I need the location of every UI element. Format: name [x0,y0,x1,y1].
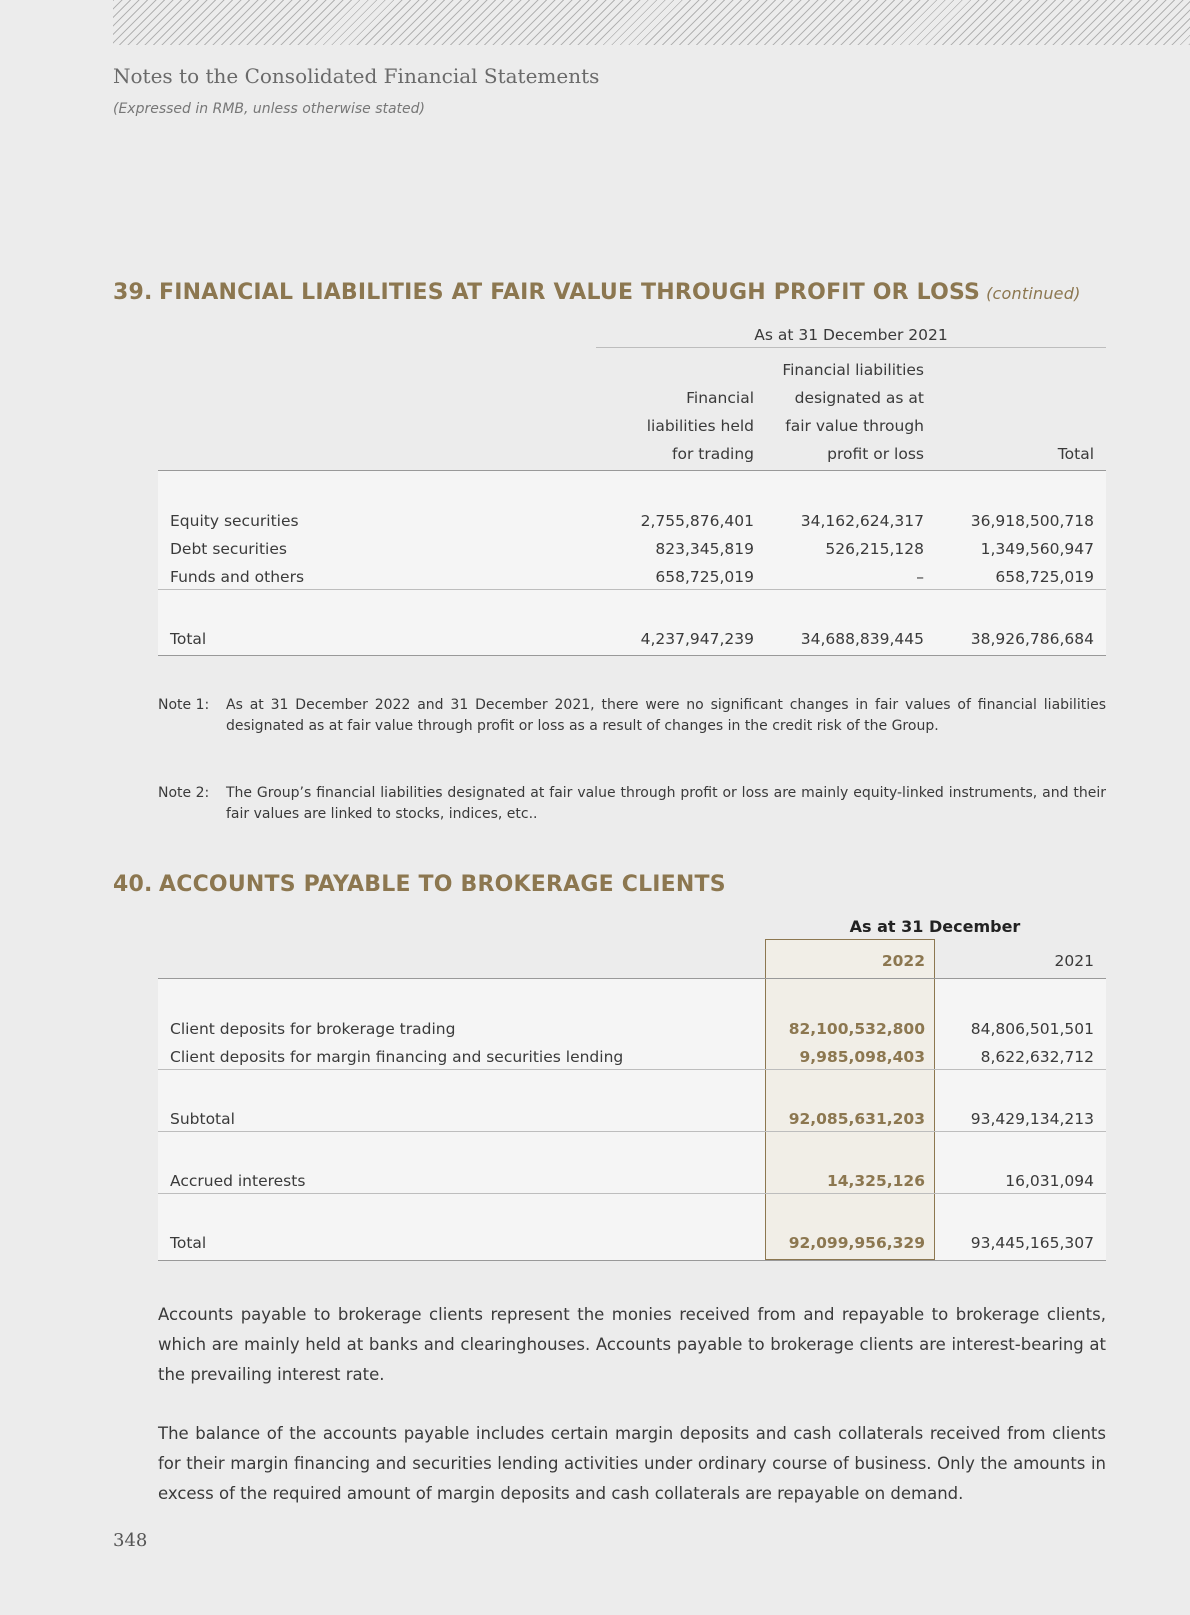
s40-paragraph-1: Accounts payable to brokerage clients represent the monies received from and repayable to brokerage clients, which are mainly held at banks and clearinghouses. Accounts payable to brokerage clients are interest-bearing at the prevailing interest rate. [158,1305,1106,1384]
highlighted-2022-column [765,939,935,1260]
s39-period-header: As at 31 December 2021 [754,326,948,344]
note-2-label: Note 2: [158,785,210,801]
s39-row-value: 658,725,019 [655,568,754,586]
s40-rule [158,1193,1106,1194]
s40-subtotal-2022: 92,085,631,203 [788,1110,925,1128]
section-40-number: 40. [113,872,153,897]
s40-rule [158,1131,1106,1132]
section-39-title: FINANCIAL LIABILITIES AT FAIR VALUE THROUGH PROFIT OR LOSS [159,280,981,305]
s40-row-value-2021: 8,622,632,712 [980,1048,1094,1066]
s40-period-header: As at 31 December [849,917,1021,936]
s40-total-2022: 92,099,956,329 [788,1234,925,1252]
s40-accrued-label: Accrued interests [170,1172,306,1190]
s40-rule [158,1069,1106,1070]
s39-col1-header: Financial liabilities held for trading [646,389,754,463]
s39-row-value: 36,918,500,718 [970,512,1094,530]
s39-total-value: 34,688,839,445 [800,630,924,648]
s40-subtotal-2021: 93,429,134,213 [970,1110,1094,1128]
note-1-text: As at 31 December 2022 and 31 December 2021, there were no significant changes in fair values of financial liabilities designated as at fair value through profit or loss as a result of changes in the credit risk of the Group. [226,697,1106,734]
section-40-title: ACCOUNTS PAYABLE TO BROKERAGE CLIENTS [159,872,726,897]
page-header-subtitle: (Expressed in RMB, unless otherwise stated) [113,101,426,117]
s39-row-value: 823,345,819 [655,540,754,558]
s40-header-rule [158,978,1106,979]
s40-accrued-2022: 14,325,126 [826,1172,925,1190]
s40-total-2021: 93,445,165,307 [970,1234,1094,1252]
section-39-number: 39. [113,280,153,305]
s39-row-label: Equity securities [170,512,299,530]
note-2-text: The Group’s financial liabilities designated at fair value through profit or loss are mainly equity-linked instruments, and their fair values are linked to stocks, indices, etc.. [226,785,1106,822]
s39-col3-header: Total [1057,445,1094,463]
s39-row-value: 34,162,624,317 [800,512,924,530]
s39-bottom-rule [158,655,1106,656]
s39-row-label: Debt securities [170,540,287,558]
section-39-heading [113,280,1081,305]
s40-year-2021-header: 2021 [1054,952,1094,970]
s39-row-label: Funds and others [170,568,305,586]
s39-total-value: 4,237,947,239 [640,630,754,648]
s39-period-rule [596,347,1106,348]
s40-bottom-rule [158,1260,1106,1261]
s40-row-value-2021: 84,806,501,501 [970,1020,1094,1038]
section-39-continued: (continued) [986,284,1081,303]
s39-col2-header: Financial liabilities designated as at fair value through profit or loss [782,361,924,463]
s40-row-label: Client deposits for margin financing and securities lending [170,1048,624,1066]
decorative-hatch-band [113,0,1190,45]
s40-row-value-2022: 9,985,098,403 [799,1048,925,1066]
s39-subtotal-rule [158,589,1106,590]
s39-row-value: 658,725,019 [995,568,1094,586]
s39-row-value: 2,755,876,401 [640,512,754,530]
s39-total-value: 38,926,786,684 [970,630,1094,648]
section-40-heading [113,872,726,897]
page-header-title: Notes to the Consolidated Financial Statements [113,64,600,88]
s39-row-value: 1,349,560,947 [980,540,1094,558]
page-number: 348 [113,1530,148,1551]
s40-accrued-2021: 16,031,094 [1005,1172,1094,1190]
s40-row-label: Client deposits for brokerage trading [170,1020,456,1038]
note-1-label: Note 1: [158,697,210,713]
s39-table-body [158,471,1106,655]
s40-subtotal-label: Subtotal [170,1110,235,1128]
s39-row-value: – [916,568,924,586]
s39-row-value: 526,215,128 [825,540,924,558]
s40-paragraph-2: The balance of the accounts payable includes certain margin deposits and cash collaterals received from clients for their margin financing and securities lending activities under ordinary course of business. Only the amounts in excess of the required amount of margin deposits and cash collaterals are repayable on demand. [158,1424,1106,1503]
s40-total-label: Total [170,1234,207,1252]
s40-year-2022-header: 2022 [881,952,925,970]
s40-row-value-2022: 82,100,532,800 [788,1020,925,1038]
s39-total-label: Total [170,630,207,648]
